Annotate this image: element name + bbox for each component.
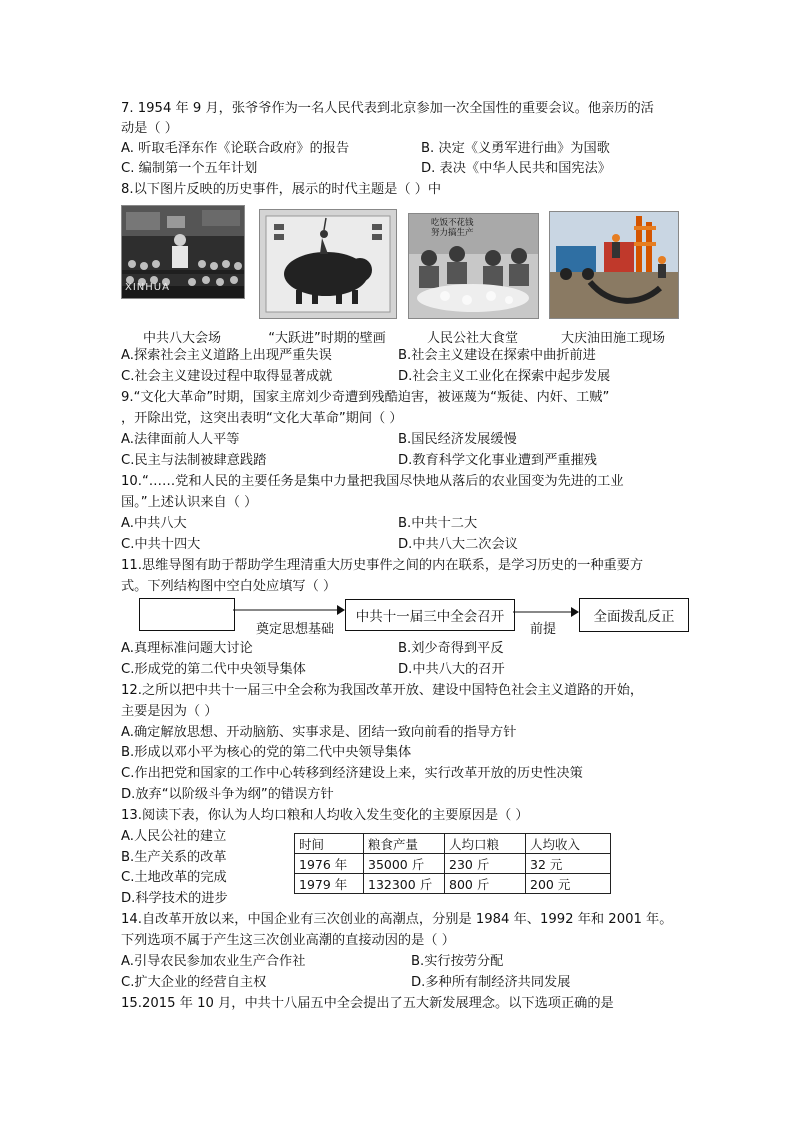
q10-option-a: A.中共八大 [121,516,187,531]
q12-stem-line2: 主要是因为（ ） [121,704,218,719]
q9-option-c: C.民主与法制被肆意践踏 [121,453,267,468]
photo-great-leap-mural [259,209,397,319]
caption-daqing-oilfield: 大庆油田施工现场 [560,331,665,346]
q8-option-d: D.社会主义工业化在探索中起步发展 [398,369,611,384]
diagram-arrow-1 [233,604,345,616]
table-header-cell: 人均口粮 [445,834,526,854]
table-header-cell: 时间 [295,834,364,854]
q13-stem: 13.阅读下表，你认为人均口粮和人均收入发生变化的主要原因是（ ） [121,808,529,823]
q12-option-c: C.作出把党和国家的工作中心转移到经济建设上来，实行改革开放的历史性决策 [121,766,583,781]
q14-option-a: A.引导农民参加农业生产合作社 [121,954,306,969]
table-row [295,874,611,894]
table-cell: 132300 斤 [364,874,445,894]
caption-great-leap-mural: “大跃进”时期的壁画 [268,331,386,346]
q10-option-d: D.中共八大二次会议 [398,537,518,552]
q10-stem-line1: 10.“……党和人民的主要任务是集中力量把我国尽快地从落后的农业国变为先进的工业 [121,474,624,489]
q7-stem-line1: 7. 1954 年 9 月，张爷爷作为一名人民代表到北京参加一次全国性的重要会议。他亲历的活 [121,101,654,116]
q9-option-a: A.法律面前人人平等 [121,432,240,447]
diagram-arrow-2-label: 前提 [530,622,557,637]
q8-stem: 8.以下图片反映的历史事件，展示的时代主题是（ ）中 [121,182,442,197]
table-cell: 35000 斤 [364,854,445,874]
q7-option-b: B. 决定《义勇军进行曲》为国歌 [421,141,610,156]
table-cell: 200 元 [526,874,611,894]
q12-option-b: B.形成以邓小平为核心的党的第二代中央领导集体 [121,745,412,760]
q7-stem-line2: 动是（ ） [121,121,178,136]
q13-option-d: D.科学技术的进步 [121,891,228,906]
table-cell: 230 斤 [445,854,526,874]
q11-option-c: C.形成党的第二代中央领导集体 [121,662,306,677]
q12-option-d: D.放弃“以阶级斗争为纲”的错误方针 [121,787,334,802]
q8-option-c: C.社会主义建设过程中取得显著成就 [121,369,333,384]
table-header-row [295,834,611,854]
q9-stem-line1: 9.“文化大革命”时期，国家主席刘少奇遭到残酷迫害，被诬蔑为“叛徒、内奸、工贼” [121,390,610,405]
diagram-arrow-2 [513,606,579,618]
q12-stem-line1: 12.之所以把中共十一届三中全会称为我国改革开放、建设中国特色社会主义道路的开始， [121,683,644,698]
q11-option-b: B.刘少奇得到平反 [398,641,504,656]
q9-option-d: D.教育科学文化事业遭到严重摧残 [398,453,597,468]
table-cell: 1976 年 [295,854,364,874]
caption-eighth-congress: 中共八大会场 [142,331,221,346]
diagram-right-box: 全面拨乱反正 [579,598,689,632]
table-row [295,854,611,874]
q9-option-b: B.国民经济发展缓慢 [398,432,517,447]
q14-stem-line2: 下列选项不属于产生这三次创业高潮的直接动因的是（ ） [121,933,455,948]
photo-daqing-oilfield [549,211,679,319]
q7-option-a: A. 听取毛泽东作《论联合政府》的报告 [121,141,350,156]
q7-option-d: D. 表决《中华人民共和国宪法》 [421,161,611,176]
q10-stem-line2: 国。”上述认识来自（ ） [121,495,258,510]
q8-option-b: B.社会主义建设在探索中曲折前进 [398,348,596,363]
table-header-cell: 人均收入 [526,834,611,854]
q7-option-c: C. 编制第一个五年计划 [121,161,258,176]
q9-stem-line2: ，开除出党，这突出表明“文化大革命”期间（ ） [121,411,403,426]
q13-option-a: A.人民公社的建立 [121,829,227,844]
q14-stem-line1: 14.自改革开放以来，中国企业有三次创业的高潮点，分别是 1984 年、1992 年和 2001 年。 [121,912,673,927]
q14-option-d: D.多种所有制经济共同发展 [411,975,571,990]
diagram-blank-box [139,598,235,631]
q11-stem-line1: 11.思维导图有助于帮助学生理清重大历史事件之间的内在联系，是学习历史的一种重要方 [121,558,644,573]
q10-option-b: B.中共十二大 [398,516,478,531]
photo-eighth-congress [121,205,245,299]
q8-option-a: A.探索社会主义道路上出现严重失误 [121,348,332,363]
q12-option-a: A.确定解放思想、开动脑筋、实事求是、团结一致向前看的指导方针 [121,725,517,740]
q14-option-c: C.扩大企业的经营自主权 [121,975,267,990]
q11-stem-line2: 式。下列结构图中空白处应填写（ ） [121,579,337,594]
q13-option-b: B.生产关系的改革 [121,850,227,865]
table-cell: 800 斤 [445,874,526,894]
table-cell: 1979 年 [295,874,364,894]
table-header-cell: 粮食产量 [364,834,445,854]
photo-commune-canteen [408,213,539,319]
table-cell: 32 元 [526,854,611,874]
q15-stem-line1: 15.2015 年 10 月，中共十八届五中全会提出了五大新发展理念。以下选项正确的是 [121,996,614,1011]
xinhua-watermark: XINHUA [125,282,170,293]
caption-commune-canteen: 人民公社大食堂 [426,331,518,346]
q14-option-b: B.实行按劳分配 [411,954,504,969]
q10-option-c: C.中共十四大 [121,537,201,552]
q13-option-c: C.土地改革的完成 [121,870,227,885]
canteen-wall-slogan: 吃饭不花钱 努力搞生产 [431,218,474,238]
q13-data-table [294,833,611,894]
q11-option-d: D.中共八大的召开 [398,662,505,677]
q11-option-a: A.真理标准问题大讨论 [121,641,253,656]
diagram-arrow-1-label: 奠定思想基础 [256,622,335,637]
diagram-center-box: 中共十一届三中全会召开 [345,599,515,631]
